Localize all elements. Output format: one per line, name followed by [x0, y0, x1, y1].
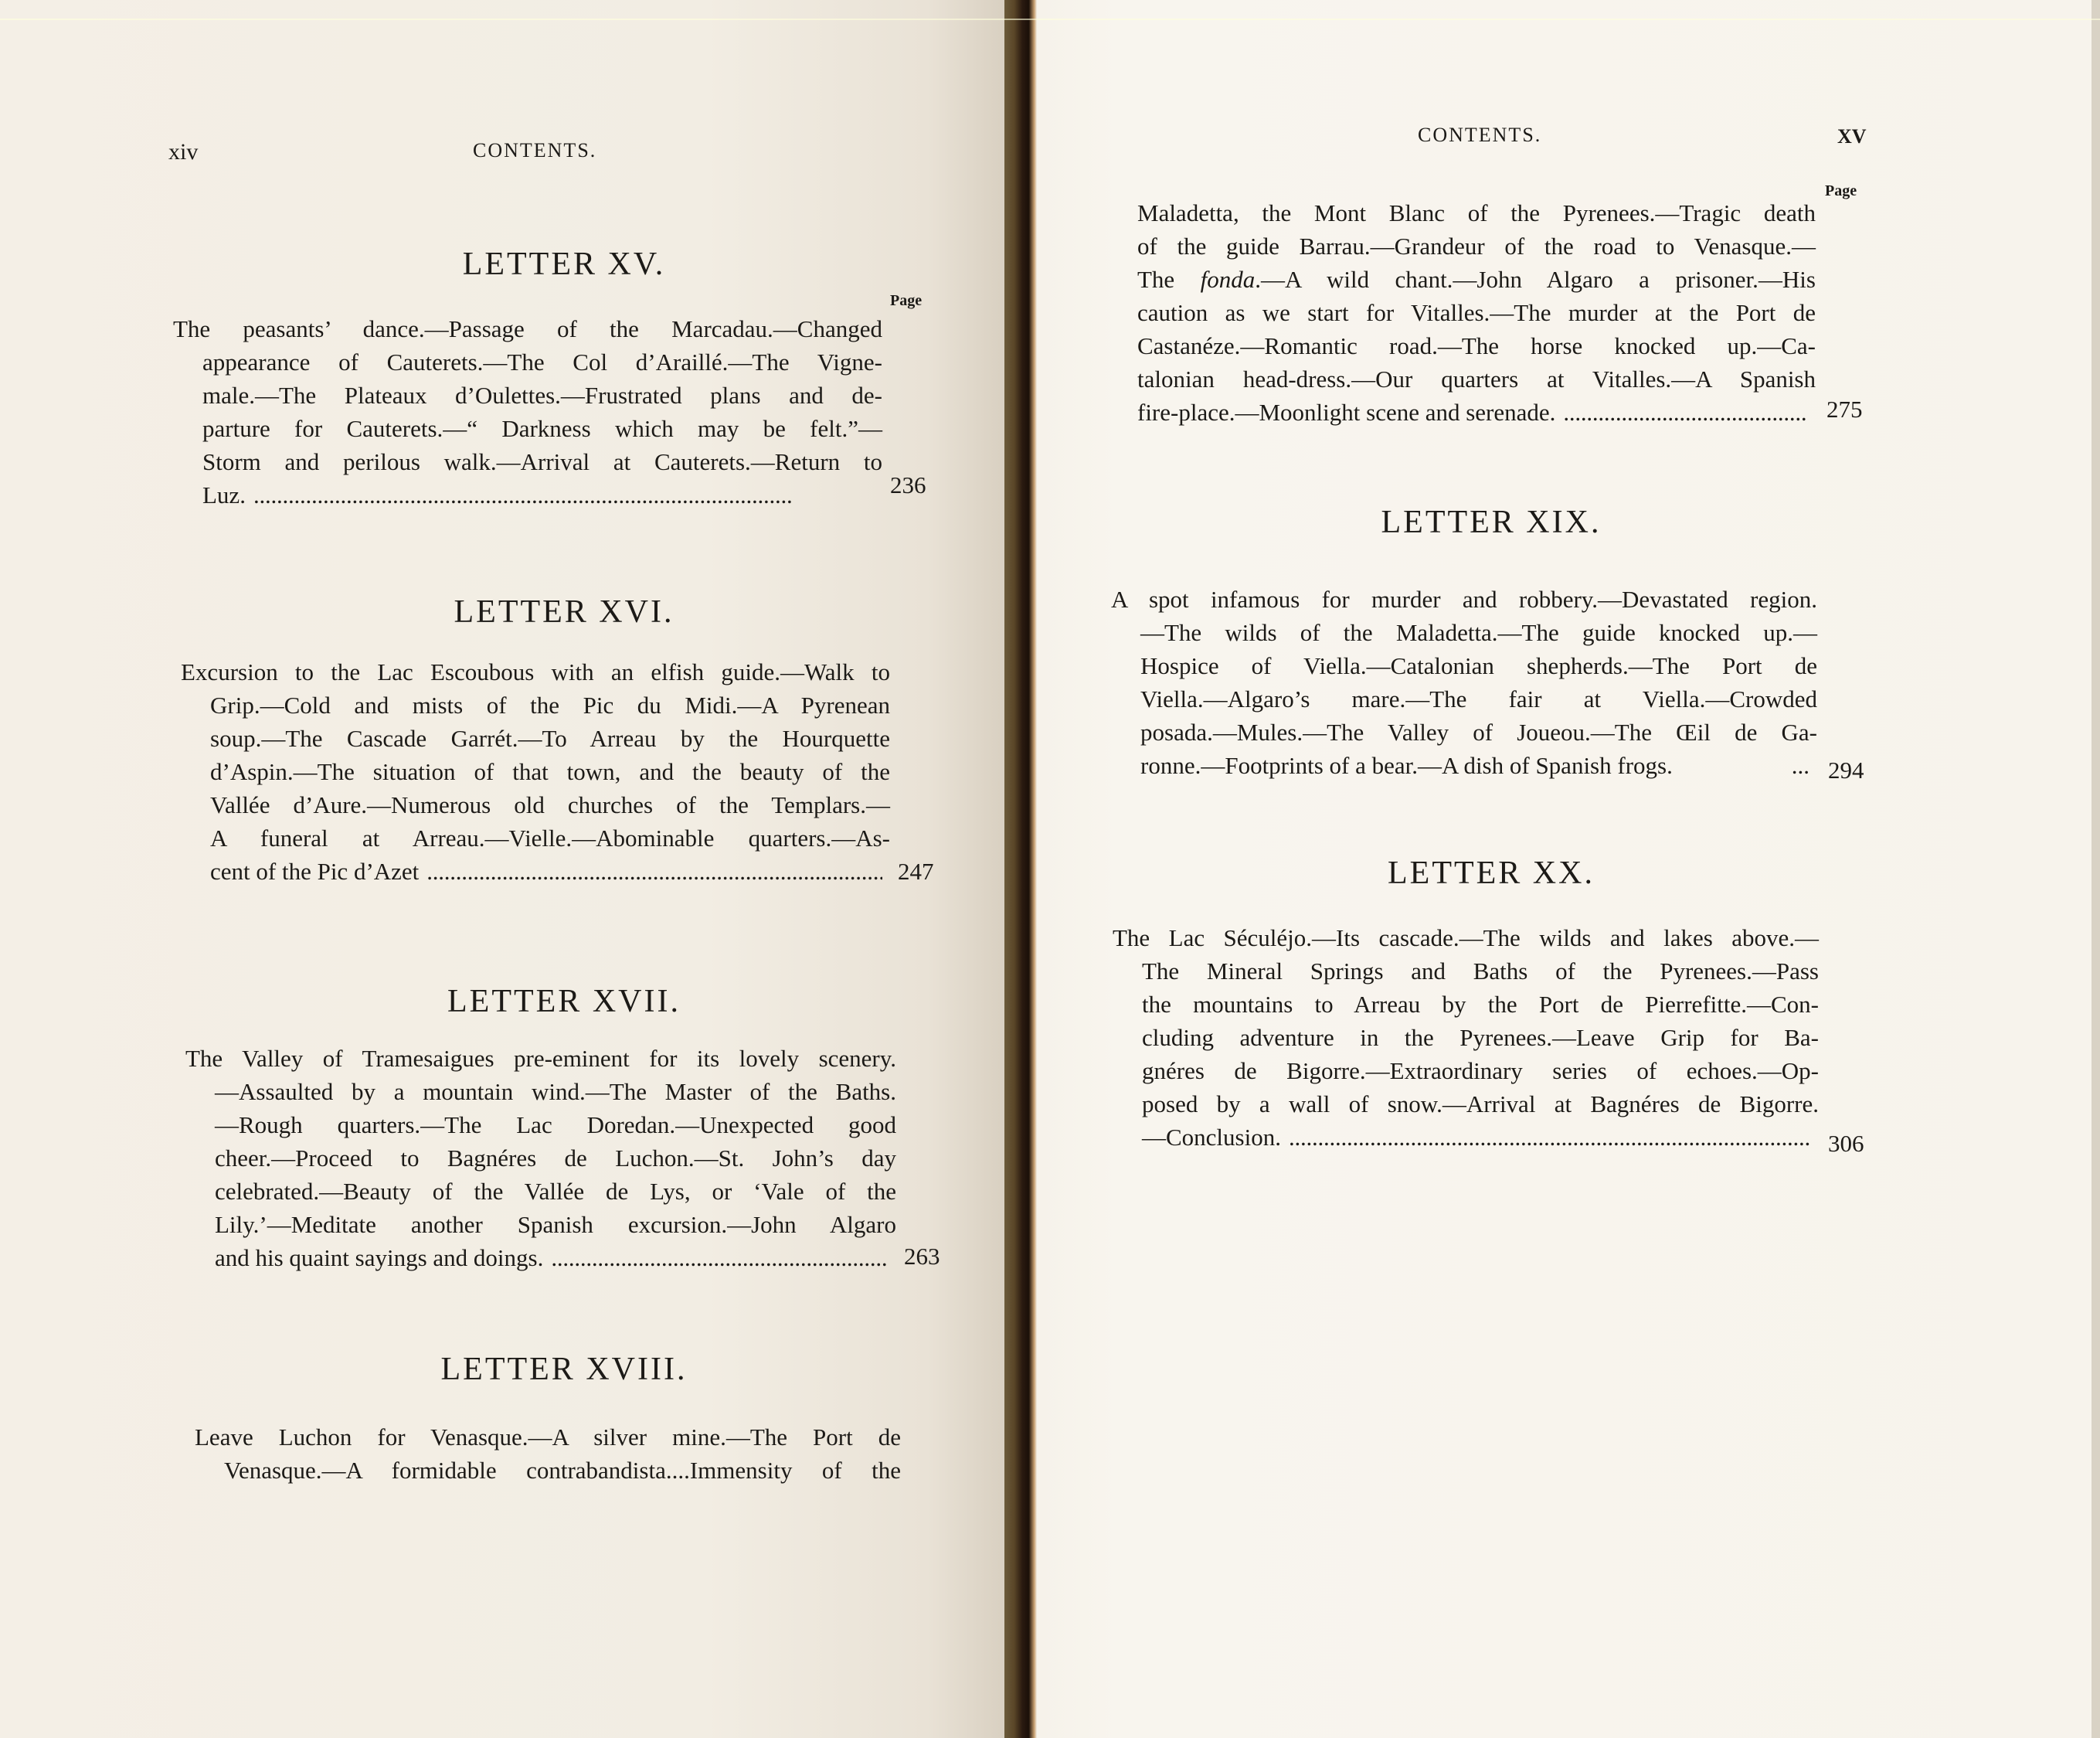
entry-page-number[interactable]: 306 [1828, 1130, 1864, 1157]
entry-line: posed by a wall of snow.—Arrival at Bagnéres de Bigorre. [1142, 1090, 1819, 1117]
italic-term: fonda [1200, 266, 1256, 293]
toc-entry[interactable] [185, 1042, 896, 1274]
entry-line: Castanéze.—Romantic road.—The horse knocked up.—Ca- [1137, 332, 1816, 359]
dot-leader [253, 478, 875, 512]
entry-line: of the guide Barrau.—Grandeur of the road to Venasque.— [1137, 233, 1816, 260]
page-number-left: xiv [168, 139, 199, 165]
entry-line: ronne.—Footprints of a bear.—A dish of Spanish frogs. [1140, 752, 1673, 779]
letter-heading: LETTER XVI. [454, 594, 675, 630]
entry-line: the mountains to Arreau by the Port de Pierrefitte.—Con- [1142, 991, 1819, 1018]
toc-entry-continued[interactable] [1137, 196, 1816, 429]
entry-line: Grip.—Cold and mists of the Pic du Midi.—A Pyrenean [210, 692, 890, 719]
page-column-label: Page [890, 292, 923, 309]
page-edge [2092, 0, 2100, 1738]
toc-entry[interactable] [195, 1420, 901, 1487]
letter-heading: LETTER XIX. [1381, 505, 1602, 540]
entry-line: Excursion to the Lac Escoubous with an elfish guide.—Walk to [181, 658, 890, 685]
entry-line: Maladetta, the Mont Blanc of the Pyrenees.—Tragic death [1137, 199, 1816, 226]
entry-line: and his quaint sayings and doings. [215, 1244, 544, 1271]
entry-line: —The wilds of the Maladetta.—The guide knocked up.— [1140, 619, 1817, 646]
dot-leader [551, 1241, 889, 1274]
entry-line: Leave Luchon for Venasque.—A silver mine.—The Port de [195, 1423, 901, 1451]
entry-line: —Conclusion. [1142, 1124, 1281, 1151]
entry-line: The Valley of Tramesaigues pre-eminent for its lovely scenery. [185, 1045, 896, 1072]
entry-page-number[interactable]: 236 [890, 471, 926, 498]
entry-line: cluding adventure in the Pyrenees.—Leave Grip for Ba- [1142, 1024, 1819, 1051]
entry-line: Viella.—Algaro’s mare.—The fair at Viella.—Crowded [1140, 685, 1817, 713]
toc-entry[interactable] [1111, 583, 1817, 782]
entry-line: parture for Cauterets.—“ Darkness which may be felt.”— [202, 415, 882, 442]
entry-line: Luz. [202, 481, 246, 508]
entry-page-number[interactable]: 247 [898, 858, 934, 885]
dot-leader [1289, 1121, 1811, 1154]
entry-line: fire-place.—Moonlight scene and serenade. [1137, 399, 1556, 426]
entry-page-number[interactable]: 294 [1828, 757, 1864, 784]
toc-entry[interactable] [173, 312, 882, 512]
entry-page-number[interactable]: 275 [1826, 396, 1863, 423]
entry-line: Hospice of Viella.—Catalonian shepherds.—The Port de [1140, 652, 1817, 679]
toc-entry[interactable] [1113, 921, 1819, 1154]
running-head-right: CONTENTS. [1418, 124, 1542, 146]
entry-line: cent of the Pic d’Azet [210, 858, 420, 885]
entry-line: The Lac Séculéjo.—Its cascade.—The wilds and lakes above.— [1113, 924, 1819, 951]
entry-line: Venasque.—A formidable contrabandista....Immensity of the [224, 1457, 901, 1484]
scan-line [0, 19, 2100, 20]
dot-leader [1563, 396, 1808, 429]
dot-leader [426, 855, 882, 888]
running-head-left: CONTENTS. [473, 139, 597, 162]
dot-leader: ... [1791, 752, 1809, 779]
page-number-right: XV [1837, 125, 1867, 148]
entry-line: Vallée d’Aure.—Numerous old churches of the Templars.— [210, 791, 890, 818]
entry-line: celebrated.—Beauty of the Vallée de Lys, or ‘Vale of the [215, 1178, 896, 1205]
letter-heading: LETTER XV. [462, 247, 666, 282]
entry-page-number[interactable]: 263 [904, 1243, 940, 1270]
entry-line: gnéres de Bigorre.—Extraordinary series of echoes.—Op- [1142, 1057, 1819, 1084]
toc-entry[interactable] [181, 655, 890, 888]
entry-line: Lily.’—Meditate another Spanish excursion.—John Algaro [215, 1211, 896, 1238]
page-column-label: Page [1825, 182, 1857, 199]
letter-heading: LETTER XVIII. [440, 1352, 688, 1387]
entry-line: soup.—The Cascade Garrét.—To Arreau by the Hourquette [210, 725, 890, 752]
book-gutter [1004, 0, 1037, 1738]
entry-line: —Assaulted by a mountain wind.—The Master of the Baths. [215, 1078, 896, 1105]
letter-heading: LETTER XVII. [447, 984, 681, 1019]
entry-line: A spot infamous for murder and robbery.—Devastated region. [1111, 586, 1817, 613]
entry-line: male.—The Plateaux d’Oulettes.—Frustrated plans and de- [202, 382, 882, 409]
entry-line: The fonda.—A wild chant.—John Algaro a prisoner.—His [1137, 266, 1816, 293]
entry-line: Storm and perilous walk.—Arrival at Cauterets.—Return to [202, 448, 882, 475]
entry-line: —Rough quarters.—The Lac Doredan.—Unexpected good [215, 1111, 896, 1138]
entry-line: appearance of Cauterets.—The Col d’Araillé.—The Vigne- [202, 349, 882, 376]
entry-line: The Mineral Springs and Baths of the Pyrenees.—Pass [1142, 957, 1819, 985]
entry-line: posada.—Mules.—The Valley of Joueou.—The Œil de Ga- [1140, 719, 1817, 746]
entry-line: The peasants’ dance.—Passage of the Marcadau.—Changed [173, 315, 882, 342]
entry-line: A funeral at Arreau.—Vielle.—Abominable quarters.—As- [210, 825, 890, 852]
entry-line: cheer.—Proceed to Bagnéres de Luchon.—St. John’s day [215, 1144, 896, 1172]
letter-heading: LETTER XX. [1388, 855, 1595, 891]
entry-line: caution as we start for Vitalles.—The murder at the Port de [1137, 299, 1816, 326]
entry-line: talonian head-dress.—Our quarters at Vitalles.—A Spanish [1137, 366, 1816, 393]
entry-line: d’Aspin.—The situation of that town, and the beauty of the [210, 758, 890, 785]
